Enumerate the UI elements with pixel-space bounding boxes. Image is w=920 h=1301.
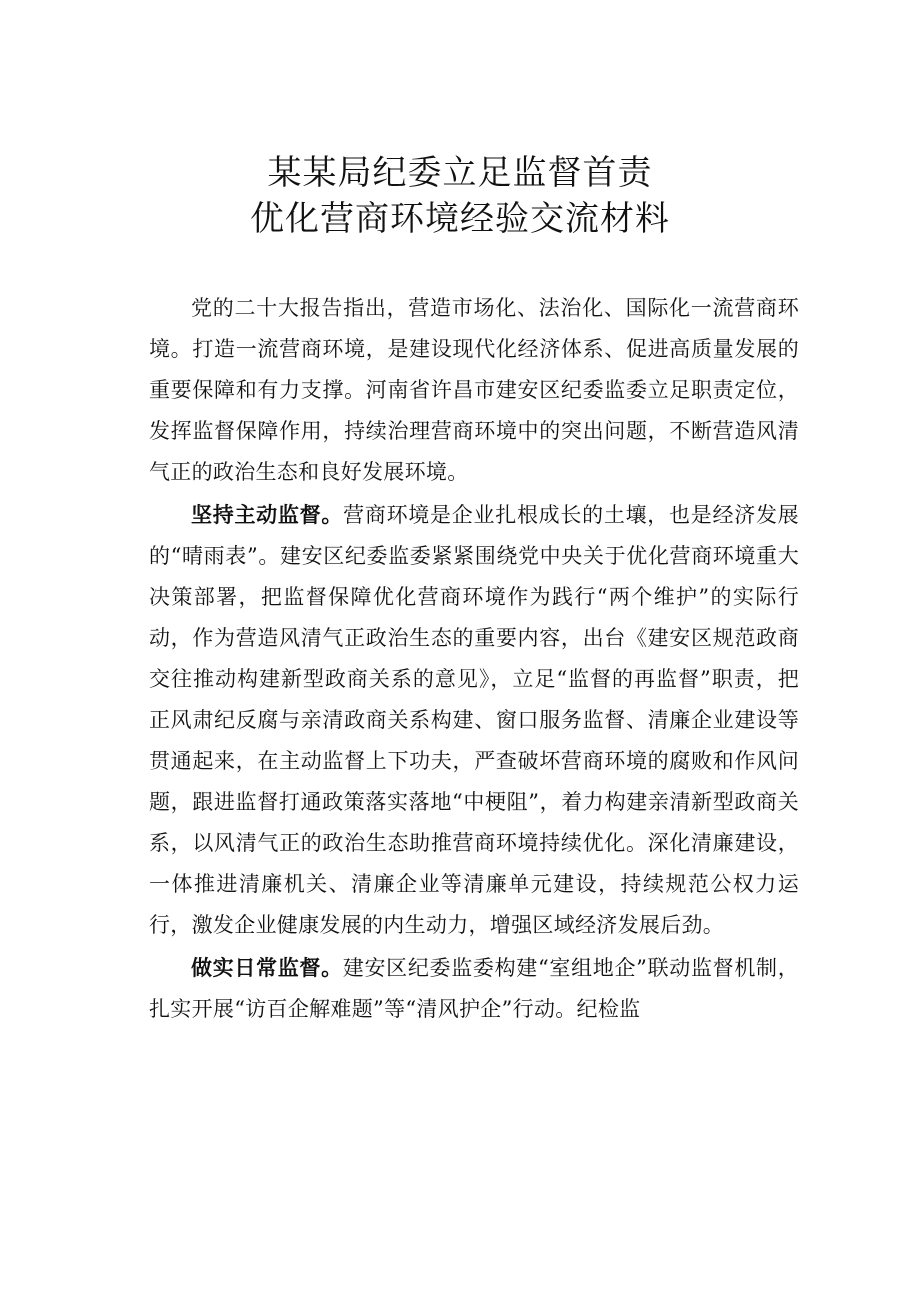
- title-line-1: 某某局纪委立足监督首责: [267, 153, 653, 193]
- paragraph-lead-heading: 做实日常监督。: [191, 956, 343, 980]
- paragraph-active-supervision: [149, 495, 799, 946]
- paragraph-daily-supervision: [149, 948, 799, 1030]
- paragraph-text: 党的二十大报告指出，营造市场化、法治化、国际化一流营商环境。打造一流营商环境，是建设现代化经济体系、促进高质量发展的重要保障和有力支撑。河南省许昌市建安区纪委监委立足职责定位，发挥监督保障作用，持续治理营商环境中的突出问题，不断营造风清气正的政治生态和良好发展环境。: [149, 296, 799, 484]
- paragraph-lead-heading: 坚持主动监督。: [191, 503, 344, 527]
- document-body: [149, 288, 799, 1030]
- paragraph-text: 营商环境是企业扎根成长的土壤，也是经济发展的“晴雨表”。建安区纪委监委紧紧围绕党中央关于优化营商环境重大决策部署，把监督保障优化营商环境作为践行“两个维护”的实际行动，作为营造风清气正政治生态的重要内容，出台《建安区规范政商交往推动构建新型政商关系的意见》，立足“监督的再监督”职责，把正风肃纪反腐与亲清政商关系构建、窗口服务监督、清廉企业建设等贯通起来，在主动监督上下功夫，严查破坏营商环境的腐败和作风问题，跟进监督打通政策落实落地“中梗阻”，着力构建亲清新型政商关系，以风清气正的政治生态助推营商环境持续优化。深化清廉建设，一体推进清廉机关、清廉企业等清廉单元建设，持续规范公权力运行，激发企业健康发展的内生动力，增强区域经济发展后劲。: [149, 503, 799, 937]
- document-title: [0, 150, 920, 242]
- paragraph-text: 建安区纪委监委构建“室组地企”联动监督机制，扎实开展“访百企解难题”等“清风护企”行动。纪检监: [149, 956, 799, 1021]
- paragraph-intro: [149, 288, 799, 493]
- title-line-2: 优化营商环境经验交流材料: [250, 199, 670, 239]
